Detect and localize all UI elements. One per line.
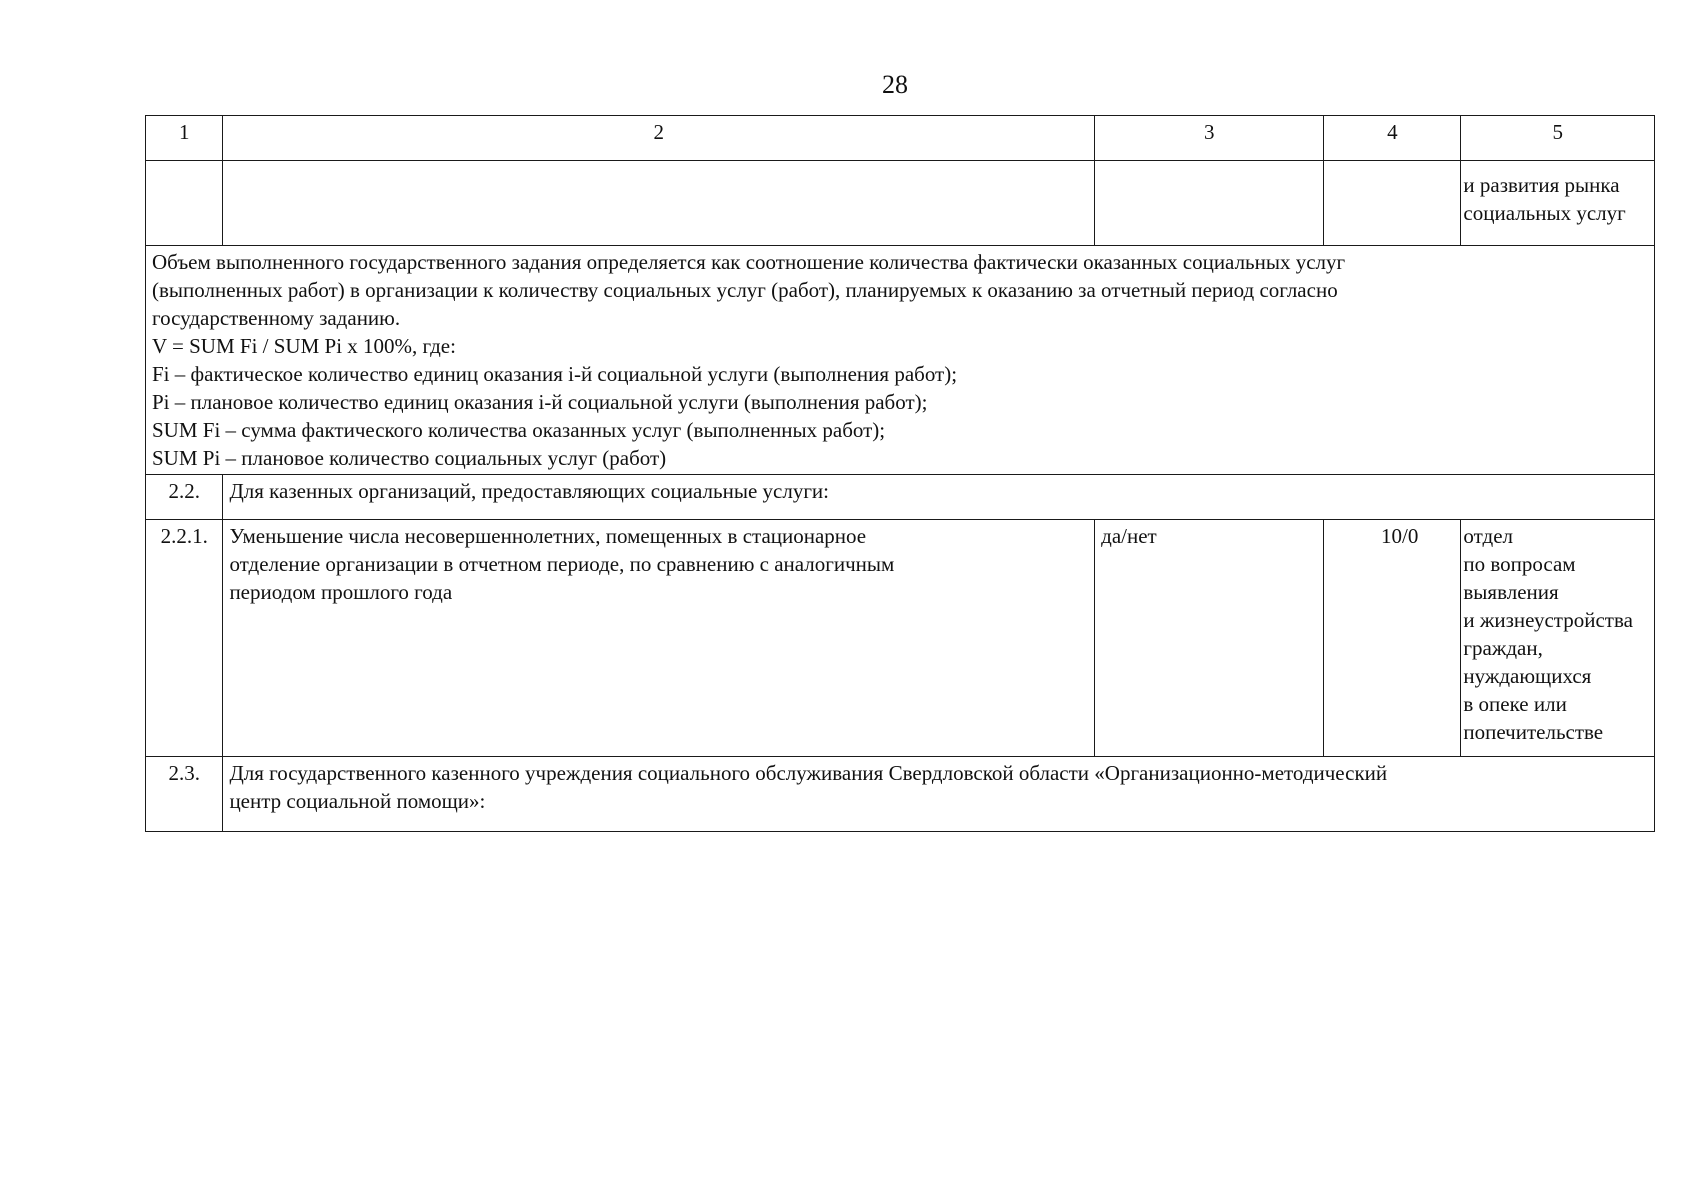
description-line: периодом прошлого года (229, 580, 453, 604)
row-number: 2.2.1. (146, 520, 223, 757)
responsible-line: нуждающихся (1463, 664, 1592, 688)
section-title (223, 757, 1655, 832)
section-title-line: Для государственного казенного учреждения социального обслуживания Свердловской области «Организационно-методический (229, 761, 1388, 785)
header-col-4: 4 (1324, 116, 1461, 161)
empty-cell (1324, 161, 1461, 246)
responsible-line: и жизнеустройства (1463, 608, 1633, 632)
responsible-line: отдел (1463, 524, 1513, 548)
description-line: Уменьшение числа несовершеннолетних, помещенных в стационарное (229, 524, 867, 548)
formula-line: SUM Pi – плановое количество социальных услуг (работ) (152, 446, 667, 470)
section-title: Для казенных организаций, предоставляющих социальные услуги: (223, 475, 1655, 520)
table-row-2-3 (146, 757, 1655, 832)
formula-line: SUM Fi – сумма фактического количества оказанных услуг (выполненных работ); (152, 418, 886, 442)
page-number: 28 (882, 70, 908, 99)
responsible-line: граждан, (1463, 636, 1543, 660)
criterion-description (223, 520, 1095, 757)
row-number: 2.2. (146, 475, 223, 520)
header-col-2: 2 (223, 116, 1095, 161)
responsible-line: выявления (1463, 580, 1559, 604)
responsible-line: и развития рынка (1463, 173, 1620, 197)
responsible-cell (1461, 520, 1655, 757)
responsible-line: по вопросам (1463, 552, 1576, 576)
unit-cell: да/нет (1095, 520, 1324, 757)
header-col-5: 5 (1461, 116, 1655, 161)
responsible-line: в опеке или (1463, 692, 1567, 716)
header-col-3: 3 (1095, 116, 1324, 161)
table-row-continuation (146, 161, 1655, 246)
description-line: отделение организации в отчетном периоде, по сравнению с аналогичным (229, 552, 895, 576)
formula-text-block (146, 246, 1655, 475)
formula-line: Fi – фактическое количество единиц оказания i-й социальной услуги (выполнения работ); (152, 362, 958, 386)
row-number: 2.3. (146, 757, 223, 832)
empty-cell (223, 161, 1095, 246)
responsible-cell-continuation (1461, 161, 1655, 246)
formula-line: V = SUM Fi / SUM Pi x 100%, где: (152, 334, 456, 358)
formula-line: государственному заданию. (152, 306, 401, 330)
empty-cell (1095, 161, 1324, 246)
table-row-2-2-1 (146, 520, 1655, 757)
formula-line: (выполненных работ) в организации к количеству социальных услуг (работ), планируемых к оказанию за отчетный период согласно (152, 278, 1338, 302)
score-cell: 10/0 (1324, 520, 1461, 757)
formula-line: Объем выполненного государственного задания определяется как соотношение количества фактически оказанных социальных услуг (152, 250, 1346, 274)
header-col-1: 1 (146, 116, 223, 161)
table-header-row (146, 116, 1655, 161)
responsible-line: социальных услуг (1463, 201, 1626, 225)
table-row-formula (146, 246, 1655, 475)
responsible-line: попечительстве (1463, 720, 1604, 744)
formula-line: Pi – плановое количество единиц оказания i-й социальной услуги (выполнения работ); (152, 390, 928, 414)
criteria-table (145, 115, 1655, 832)
section-title-line: центр социальной помощи»: (229, 789, 486, 813)
table-row-2-2 (146, 475, 1655, 520)
empty-cell (146, 161, 223, 246)
